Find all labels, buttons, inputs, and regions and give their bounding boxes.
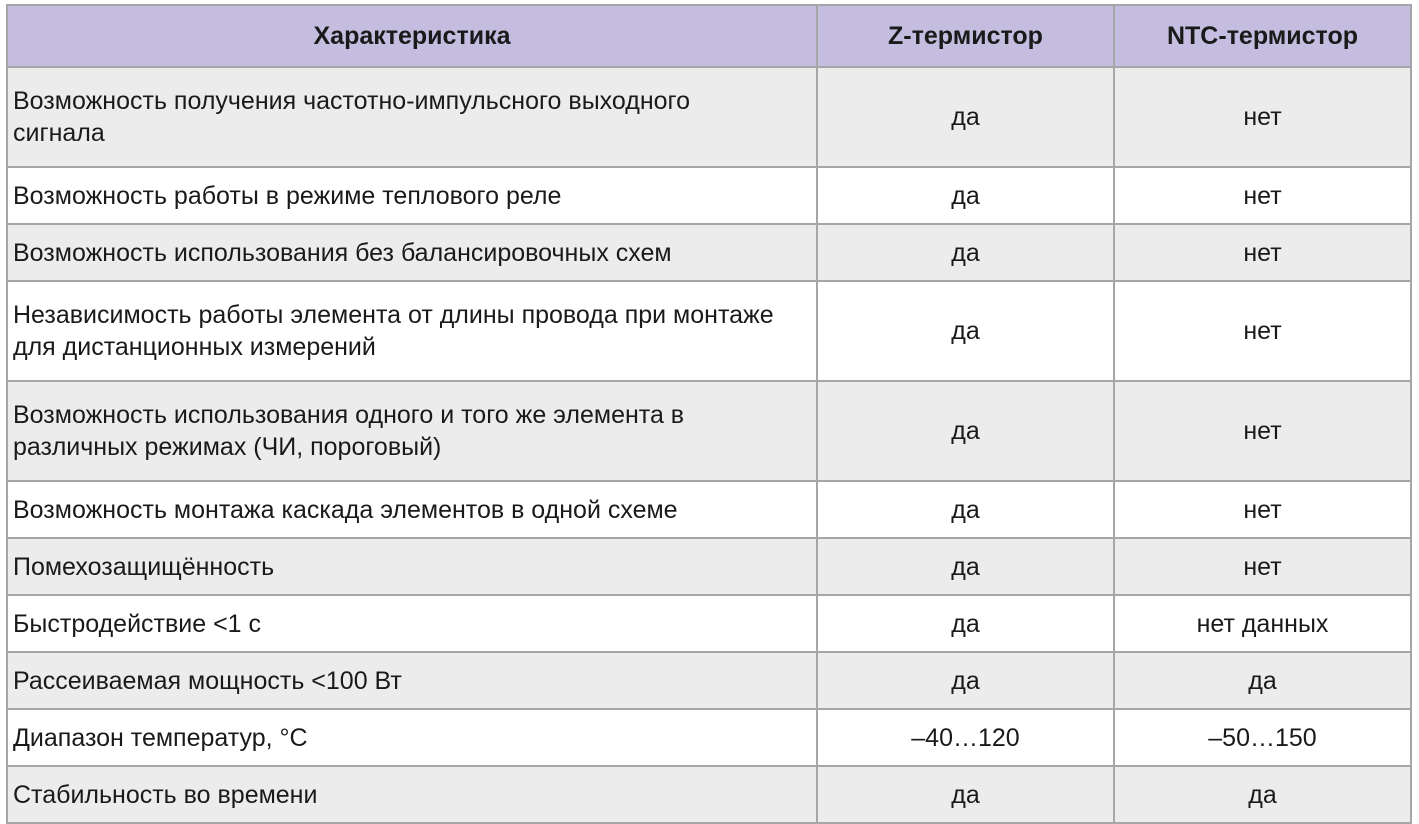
feature-cell: Стабильность во времени [7,766,817,823]
ntc-value-cell: нет данных [1114,595,1411,652]
z-value-cell: да [817,481,1114,538]
table-row [7,652,1411,709]
ntc-value-cell: нет [1114,224,1411,281]
table-row [7,595,1411,652]
ntc-value-cell: нет [1114,538,1411,595]
feature-cell: Диапазон температур, °С [7,709,817,766]
ntc-value-cell: нет [1114,381,1411,481]
ntc-value-cell: нет [1114,67,1411,167]
feature-cell: Рассеиваемая мощность <100 Вт [7,652,817,709]
feature-cell: Быстродействие <1 с [7,595,817,652]
z-value-cell: –40…120 [817,709,1114,766]
header-z-thermistor: Z-термистор [817,5,1114,67]
ntc-value-cell: да [1114,766,1411,823]
z-value-cell: да [817,281,1114,381]
table-row [7,481,1411,538]
table-row [7,67,1411,167]
z-value-cell: да [817,652,1114,709]
feature-cell: Возможность использования одного и того же элемента в различных режимах (ЧИ, пороговый) [7,381,817,481]
ntc-value-cell: нет [1114,481,1411,538]
comparison-table [6,4,1412,824]
header-feature: Характеристика [7,5,817,67]
z-value-cell: да [817,67,1114,167]
feature-cell: Независимость работы элемента от длины провода при монтаже для дистанционных измерений [7,281,817,381]
z-value-cell: да [817,766,1114,823]
table-header-row [7,5,1411,67]
ntc-value-cell: да [1114,652,1411,709]
ntc-value-cell: нет [1114,167,1411,224]
z-value-cell: да [817,167,1114,224]
feature-cell: Возможность получения частотно-импульсного выходного сигнала [7,67,817,167]
table-row [7,281,1411,381]
table-row [7,224,1411,281]
table-row [7,381,1411,481]
table-row [7,709,1411,766]
feature-cell: Возможность использования без балансировочных схем [7,224,817,281]
ntc-value-cell: нет [1114,281,1411,381]
table-row [7,766,1411,823]
feature-cell: Возможность монтажа каскада элементов в одной схеме [7,481,817,538]
z-value-cell: да [817,381,1114,481]
table-row [7,167,1411,224]
ntc-value-cell: –50…150 [1114,709,1411,766]
header-ntc-thermistor: NTC-термистор [1114,5,1411,67]
feature-cell: Помехозащищённость [7,538,817,595]
comparison-table-container [6,4,1410,824]
table-row [7,538,1411,595]
z-value-cell: да [817,595,1114,652]
feature-cell: Возможность работы в режиме теплового реле [7,167,817,224]
z-value-cell: да [817,538,1114,595]
z-value-cell: да [817,224,1114,281]
